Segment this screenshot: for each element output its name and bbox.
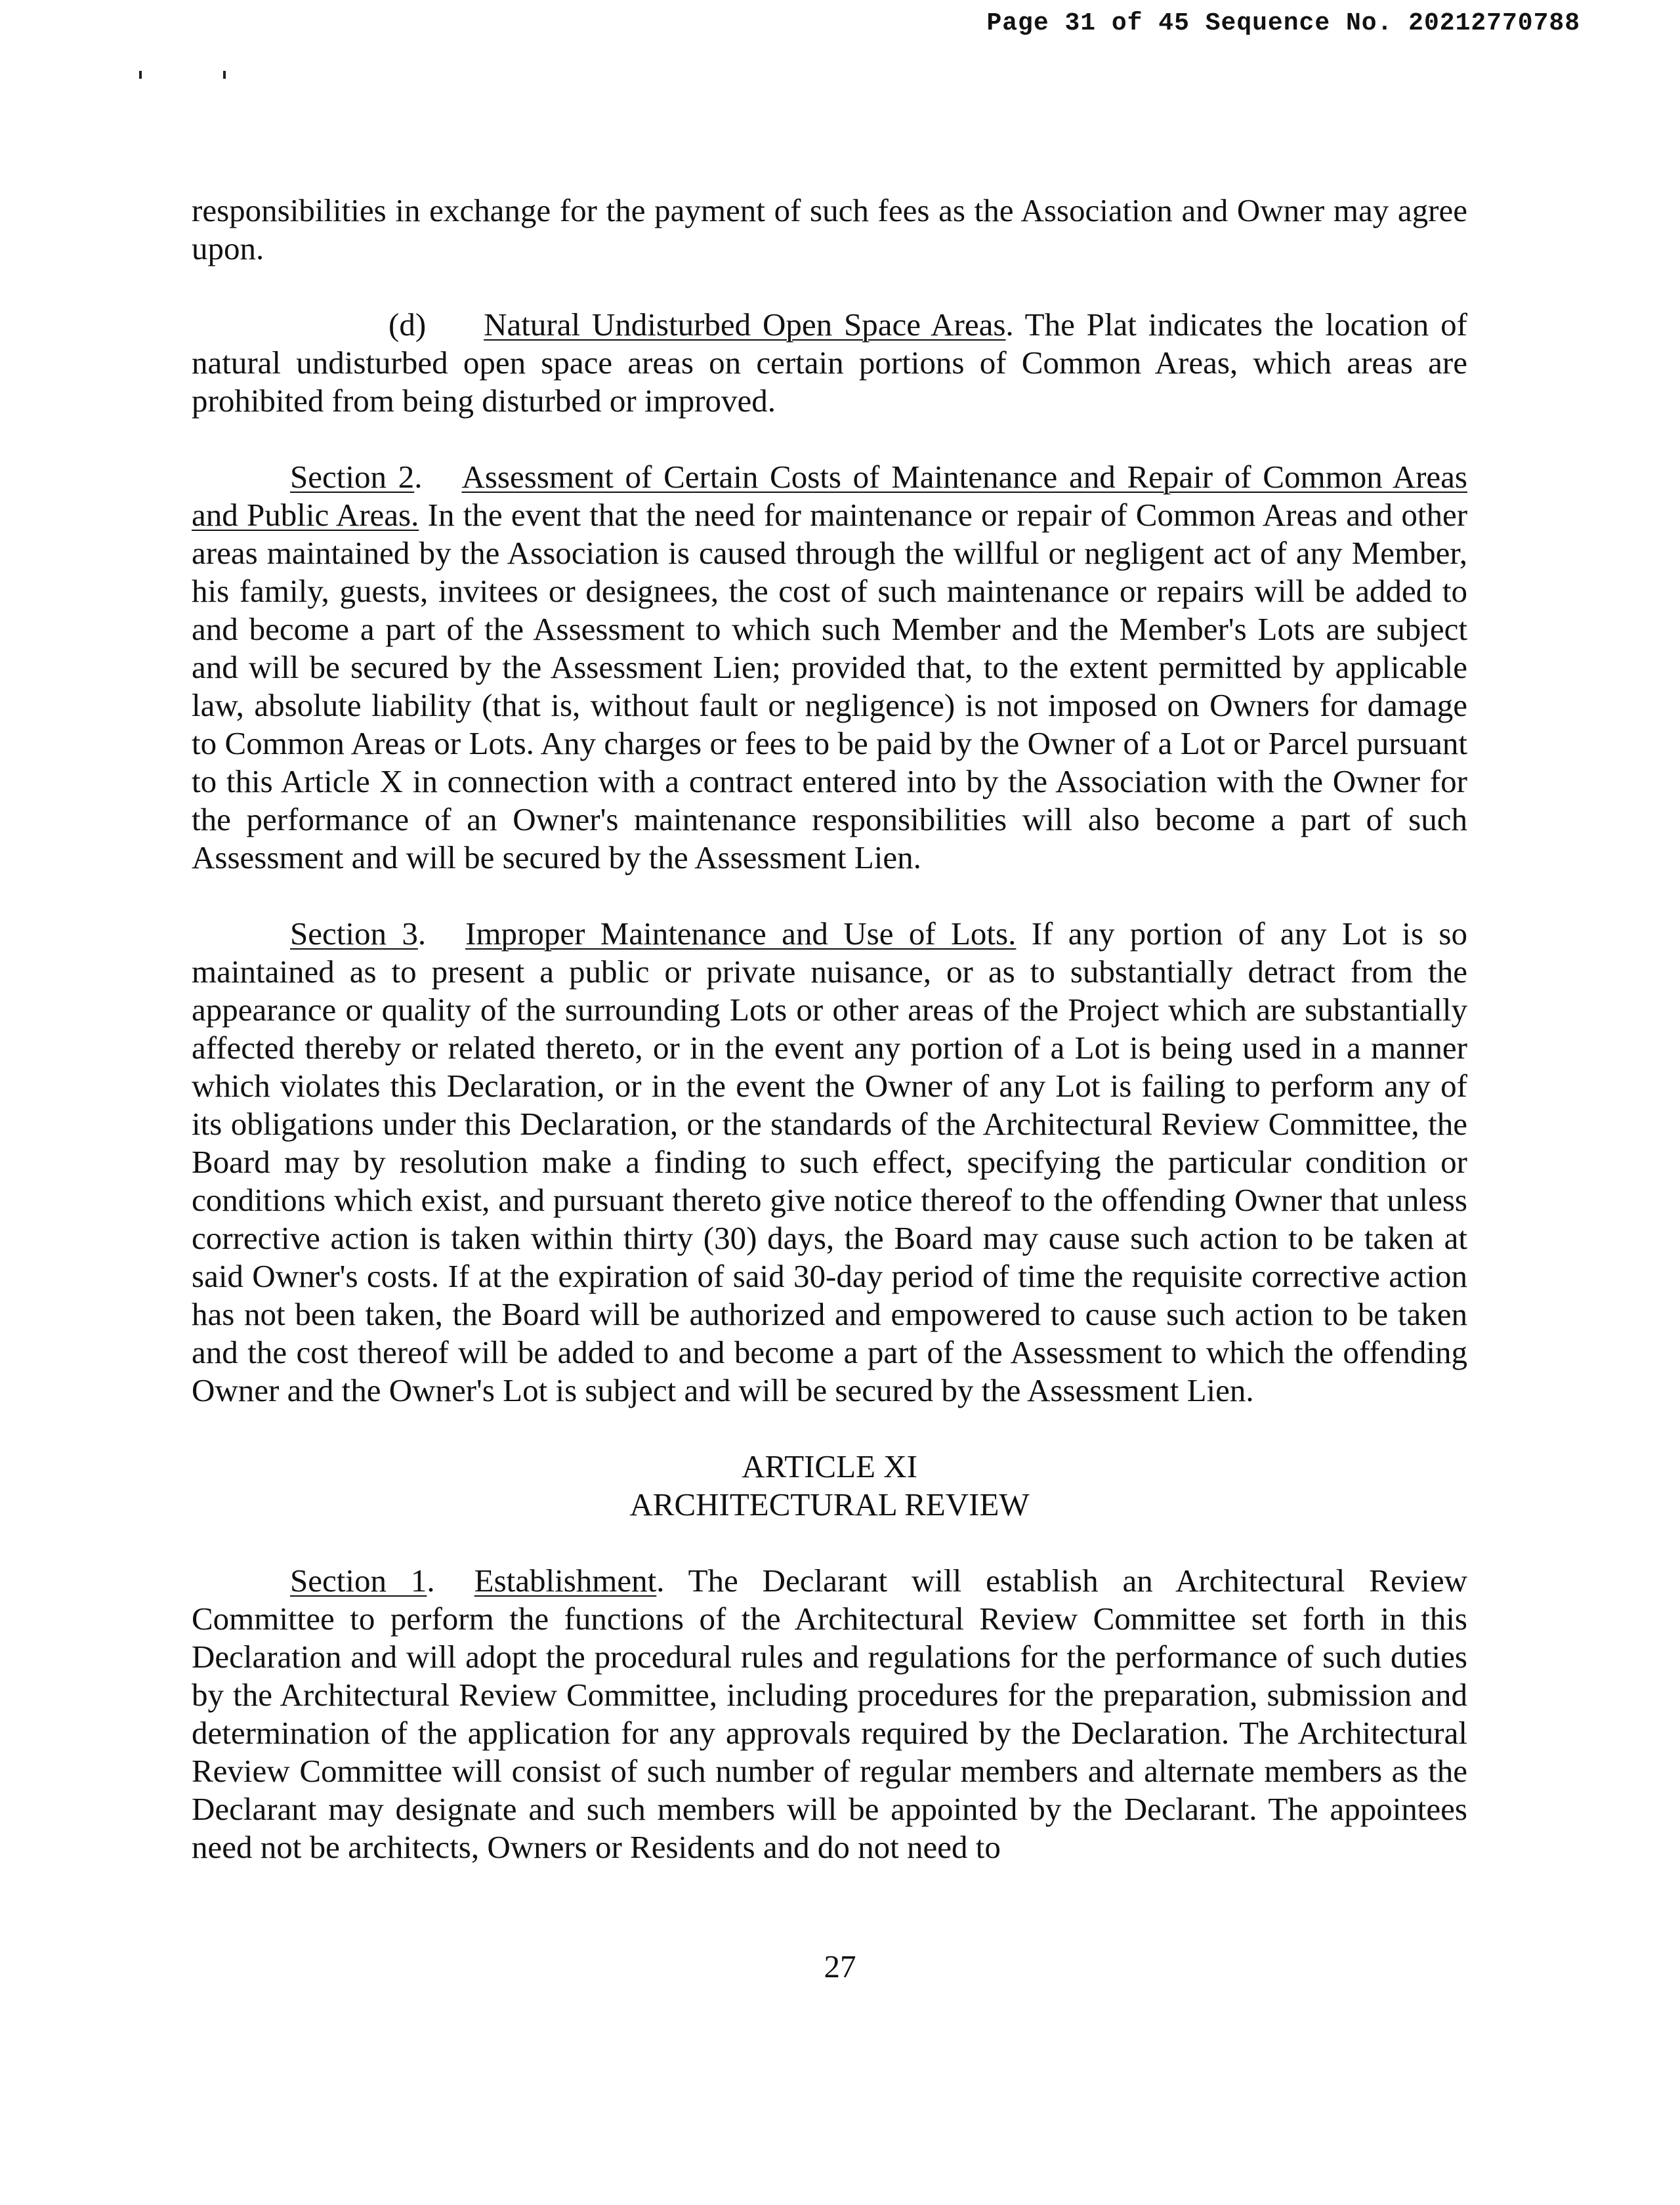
- section-3-text: If any portion of any Lot is so maintained as to present a public or private nuisance, or as to substantially detract from the appearance or quality of the surrounding Lots or other areas of the Project which are substantially affected thereby or related thereto, or in the event any portion of a Lot is being used in a manner which violates this Declaration, or in the event the Owner of any Lot is failing to perform any of its obligations under this Declaration, or the standards of the Architectural Review Committee, the Board may by resolution make a finding to such effect, specifying the particular condition or conditions which exist, and pursuant thereto give notice thereof to the offending Owner that unless corrective action is taken within thirty (30) days, the Board may cause such action to be taken at said Owner's costs. If at the expiration of said 30-day period of time the requisite corrective action has not been taken, the Board will be authorized and empowered to cause such action to be taken and the cost thereof will be added to and become a part of the Assessment to which the offending Owner and the Owner's Lot is subject and will be secured by the Assessment Lien.: [192, 915, 1467, 1408]
- page-sequence-stamp: Page 31 of 45 Sequence No. 20212770788: [986, 9, 1580, 37]
- article-section-1-title: Establishment: [474, 1563, 657, 1599]
- article-section-1-paragraph: Section 1. Establishment. The Declarant will establish an Architectural Review Committee to perform the functions of the Architectural Review Committee set forth in this Declaration and will adopt the procedural rules and regulations for the performance of such duties by the Architectural Review Committee, including procedures for the preparation, submission and determination of the application for any approvals required by the Declaration. The Architectural Review Committee will consist of such number of regular members and alternate members as the Declarant may designate and such members will be appointed by the Declarant. The appointees need not be architects, Owners or Residents and do not need to: [192, 1563, 1467, 1865]
- continuation-paragraph: [192, 192, 1467, 268]
- section-2-text: In the event that the need for maintenance or repair of Common Areas and other areas maintained by the Association is caused through the willful or negligent act of any Member, his family, guests, invitees or designees, the cost of such maintenance or repairs will be added to and become a part of the Assessment to which such Member and the Member's Lots are subject and will be secured by the Assessment Lien; provided that, to the extent permitted by applicable law, absolute liability (that is, without fault or negligence) is not imposed on Owners for damage to Common Areas or Lots. Any charges or fees to be paid by the Owner of a Lot or Parcel pursuant to this Article X in connection with a contract entered into by the Association with the Owner for the performance of an Owner's maintenance responsibilities will also become a part of such Assessment and will be secured by the Assessment Lien.: [192, 497, 1468, 875]
- section-3-label: Section 3: [290, 915, 418, 952]
- section-2-title: Assessment of Certain Costs of Maintenance and Repair of Common Areas and Public Areas.: [192, 459, 1467, 533]
- section-3-title: Improper Maintenance and Use of Lots.: [465, 915, 1017, 952]
- continuation-text: responsibilities in exchange for the payment of such fees as the Association and Owner may agree upon.: [192, 192, 1467, 266]
- article-heading: [192, 1448, 1467, 1524]
- article-section-1-label: Section 1: [290, 1563, 427, 1599]
- document-body: [192, 192, 1467, 1904]
- article-title: ARCHITECTURAL REVIEW: [629, 1486, 1030, 1522]
- scan-mark: [139, 71, 142, 79]
- page-number: 27: [824, 1948, 856, 1984]
- section-3-paragraph: Section 3. Improper Maintenance and Use of Lots. If any portion of any Lot is so maintained as to present a public or private nuisance, or as to substantially detract from the appearance or quality of the surrounding Lots or other areas of the Project which are substantially affected thereby or related thereto, or in the event any portion of a Lot is being used in a manner which violates this Declaration, or in the event the Owner of any Lot is failing to perform any of its obligations under this Declaration, or the standards of the Architectural Review Committee, the Board may by resolution make a finding to such effect, specifying the particular condition or conditions which exist, and pursuant thereto give notice thereof to the offending Owner that unless corrective action is taken within thirty (30) days, the Board may cause such action to be taken at said Owner's costs. If at the expiration of said 30-day period of time the requisite corrective action has not been taken, the Board will be authorized and empowered to cause such action to be taken and the cost thereof will be added to and become a part of the Assessment to which the offending Owner and the Owner's Lot is subject and will be secured by the Assessment Lien.: [192, 915, 1467, 1408]
- paragraph-d-title: Natural Undisturbed Open Space Areas: [484, 306, 1006, 343]
- paragraph-d-text: The Plat indicates the location of natural undisturbed open space areas on certain portions of Common Areas, which areas are prohibited from being disturbed or improved.: [192, 306, 1467, 419]
- paragraph-d-label: (d): [388, 306, 427, 343]
- scan-mark: [223, 71, 226, 79]
- article-section-1-text: The Declarant will establish an Architectural Review Committee to perform the functions of the Architectural Review Committee set forth in this Declaration and will adopt the procedural rules and regulations for the performance of such duties by the Architectural Review Committee, including procedures for the preparation, submission and determination of the application for any approvals required by the Declaration. The Architectural Review Committee will consist of such number of regular members and alternate members as the Declarant may designate and such members will be appointed by the Declarant. The appointees need not be architects, Owners or Residents and do not need to: [192, 1563, 1467, 1865]
- section-2-label: Section 2: [290, 459, 415, 495]
- section-2-paragraph: Section 2. Assessment of Certain Costs of Maintenance and Repair of Common Areas and Public Areas. In the event that the need for maintenance or repair of Common Areas and other areas maintained by the Association is caused through the willful or negligent act of any Member, his family, guests, invitees or designees, the cost of such maintenance or repairs will be added to and become a part of the Assessment to which such Member and the Member's Lots are subject and will be secured by the Assessment Lien; provided that, to the extent permitted by applicable law, absolute liability (that is, without fault or negligence) is not imposed on Owners for damage to Common Areas or Lots. Any charges or fees to be paid by the Owner of a Lot or Parcel pursuant to this Article X in connection with a contract entered into by the Association with the Owner for the performance of an Owner's maintenance responsibilities will also become a part of such Assessment and will be secured by the Assessment Lien.: [192, 459, 1468, 875]
- article-number: ARTICLE XI: [742, 1448, 917, 1484]
- paragraph-d: (d) Natural Undisturbed Open Space Areas. The Plat indicates the location of natural undisturbed open space areas on certain portions of Common Areas, which areas are prohibited from being disturbed or improved.: [192, 306, 1467, 419]
